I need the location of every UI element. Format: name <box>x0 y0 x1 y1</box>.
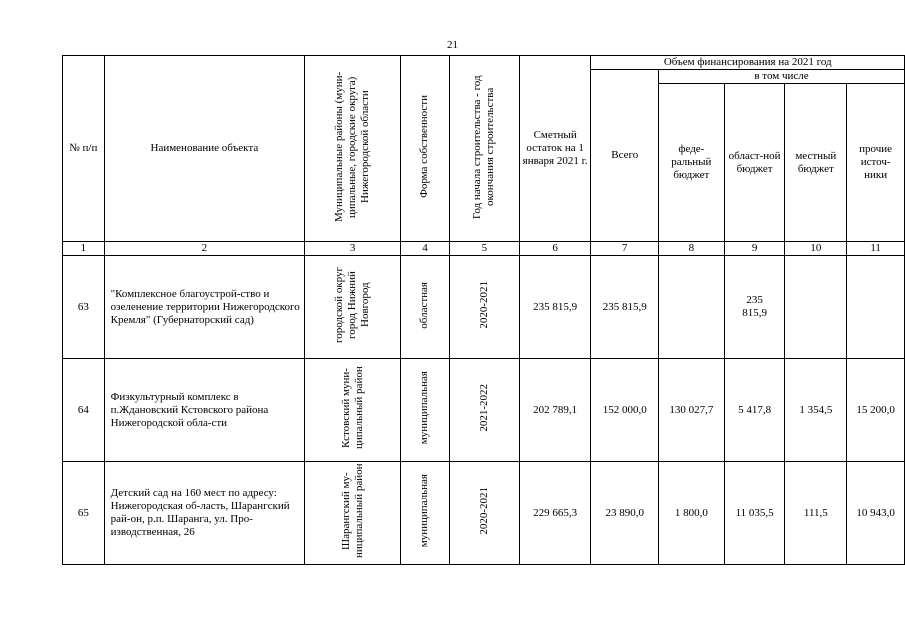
header-other: прочие источ-ники <box>847 84 905 242</box>
column-number: 11 <box>847 242 905 256</box>
row-local: 1 354,5 <box>785 359 847 462</box>
column-number: 1 <box>63 242 105 256</box>
row-remainder: 202 789,1 <box>519 359 591 462</box>
row-years: 2020-2021 <box>449 462 519 565</box>
row-ownership: муниципальная <box>401 462 450 565</box>
row-other <box>847 256 905 359</box>
column-number: 4 <box>401 242 450 256</box>
column-number: 5 <box>449 242 519 256</box>
header-local: местный бюджет <box>785 84 847 242</box>
row-object-name: "Комплексное благоустрой-ство и озеленение территории Нижегородского Кремля" (Губернаторский сад) <box>104 256 304 359</box>
header-federal: феде-ральный бюджет <box>658 84 724 242</box>
table-row <box>63 359 905 462</box>
row-num: 65 <box>63 462 105 565</box>
row-remainder: 229 665,3 <box>519 462 591 565</box>
row-district: Шарангский му-ниципальный район <box>305 462 401 565</box>
row-num: 64 <box>63 359 105 462</box>
row-district: Кстовский муни-ципальный район <box>305 359 401 462</box>
header-remainder: Сметный остаток на 1 января 2021 г. <box>519 56 591 242</box>
column-number: 8 <box>658 242 724 256</box>
header-ownership: Форма собственности <box>401 56 450 242</box>
row-total: 152 000,0 <box>591 359 659 462</box>
row-federal <box>658 256 724 359</box>
header-financing-group: Объем финансирования на 2021 год <box>591 56 905 70</box>
row-num: 63 <box>63 256 105 359</box>
header-num: № п/п <box>63 56 105 242</box>
row-object-name: Детский сад на 160 мест по адресу: Нижегородская об-ласть, Шарангский рай-он, р.п. Шаранга, ул. Про-изводственная, 26 <box>104 462 304 565</box>
row-district: городской округ город Нижний Новгород <box>305 256 401 359</box>
header-regional: област-ной бюджет <box>724 84 785 242</box>
column-number: 2 <box>104 242 304 256</box>
header-total: Всего <box>591 70 659 242</box>
row-years: 2021-2022 <box>449 359 519 462</box>
row-remainder: 235 815,9 <box>519 256 591 359</box>
column-numbers-row <box>63 242 905 256</box>
column-number: 6 <box>519 242 591 256</box>
header-district: Муниципальные районы (муни-ципальные, городские округа) Нижегородской области <box>305 56 401 242</box>
header-row-top <box>63 56 905 70</box>
row-regional: 235 815,9 <box>724 256 785 359</box>
header-years: Год начала строительства - год окончания строительства <box>449 56 519 242</box>
row-object-name: Физкультурный комплекс в п.Ждановский Кстовского района Нижегородской обла-сти <box>104 359 304 462</box>
row-local: 111,5 <box>785 462 847 565</box>
page-number: 21 <box>447 39 458 51</box>
financing-table <box>62 55 905 565</box>
row-regional: 5 417,8 <box>724 359 785 462</box>
table-row <box>63 256 905 359</box>
row-ownership: муниципальная <box>401 359 450 462</box>
row-regional: 11 035,5 <box>724 462 785 565</box>
column-number: 10 <box>785 242 847 256</box>
row-total: 235 815,9 <box>591 256 659 359</box>
header-including-group: в том числе <box>658 70 904 84</box>
column-number: 9 <box>724 242 785 256</box>
row-other: 10 943,0 <box>847 462 905 565</box>
row-federal: 1 800,0 <box>658 462 724 565</box>
row-ownership: областная <box>401 256 450 359</box>
table-row <box>63 462 905 565</box>
row-years: 2020-2021 <box>449 256 519 359</box>
row-other: 15 200,0 <box>847 359 905 462</box>
column-number: 3 <box>305 242 401 256</box>
column-number: 7 <box>591 242 659 256</box>
header-name: Наименование объекта <box>104 56 304 242</box>
row-federal: 130 027,7 <box>658 359 724 462</box>
row-total: 23 890,0 <box>591 462 659 565</box>
row-local <box>785 256 847 359</box>
